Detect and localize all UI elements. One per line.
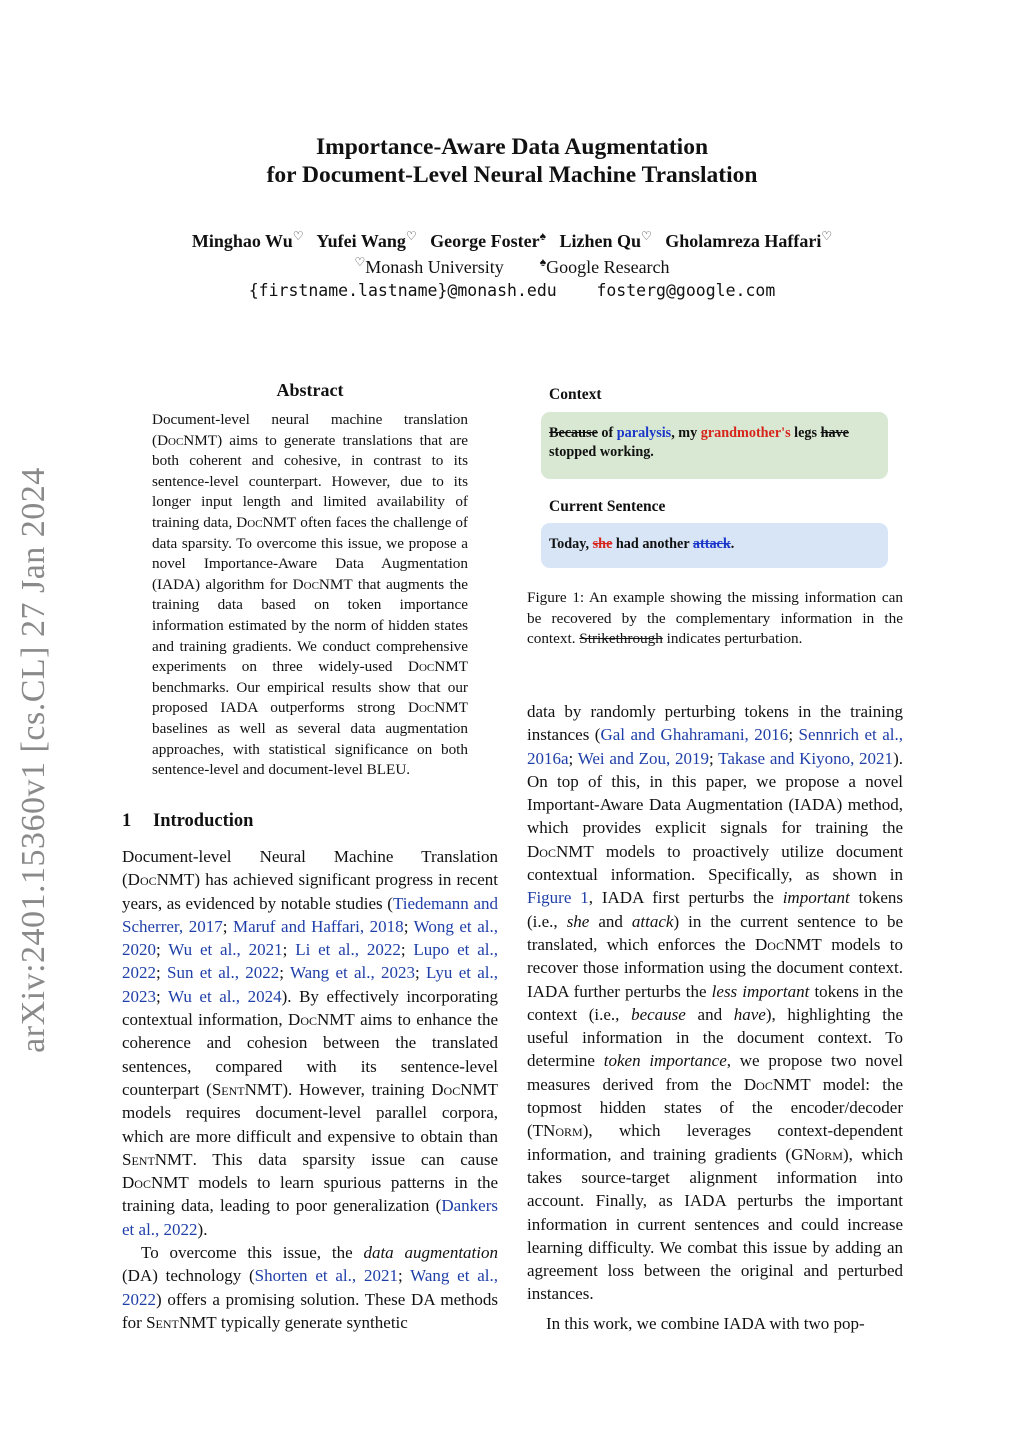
- affiliation-mark: ♠: [539, 255, 547, 269]
- body-text: , we propose two novel measures derived from the: [527, 1051, 904, 1094]
- intro-paragraph-1: Document-level Neural Machine Translation (DocNMT) has achieved significant progress in recent years, as evidenced by notable studies (Tiedemann and Scherrer, 2017; Maruf and Haffari, 2018; Wong et al., 2020; Wu et al., 2021; Li et al., 2022; Lupo et al., 2022; Sun et al., 2022; Wang et al., 2023; Lyu et al., 2023; Wu et al., 2024). By effectively incorporating contextual information, DocNMT aims to enhance the coherence and cohesion between the translated sentences, compared with its sentence-level counterpart (SentNMT). However, training DocNMT models requires document-level parallel corpora, which are more difficult and expensive to obtain than SentNMT. This data sparsity issue can cause DocNMT models to learn spurious patterns in the training data, leading to poor generalization (Dankers et al., 2022).: [122, 847, 498, 1239]
- abstract-text: Importance-Aware Data Augmentation (IADA) algorithm for: [152, 555, 468, 593]
- term-docnmt: DocNMT: [127, 870, 195, 890]
- term-docnmt: DocNMT: [122, 1173, 189, 1193]
- perturbed-token: have: [820, 425, 849, 441]
- emphasis: because: [631, 1004, 686, 1024]
- emphasis: important: [782, 888, 850, 908]
- body-text: ). By effectively incorporating contextual information,: [122, 986, 498, 1030]
- author-name: Yufei Wang: [316, 231, 406, 251]
- term-docnmt: DocNMT: [157, 431, 218, 449]
- author-name: Minghao Wu: [191, 231, 293, 251]
- paper-title: [0, 133, 1024, 189]
- perturbed-token-blue: attack: [692, 536, 731, 552]
- emphasis: token importance: [603, 1051, 727, 1071]
- citation-link[interactable]: Takase and Kiyono, 2021: [718, 748, 894, 768]
- citation-link[interactable]: Li et al., 2022: [295, 940, 401, 960]
- author-list: [0, 229, 1024, 252]
- figure-caption: [527, 588, 903, 650]
- term-docnmt: DocNMT: [527, 841, 594, 861]
- author-name: George Foster: [430, 231, 540, 251]
- author-name: Lizhen Qu: [559, 231, 641, 251]
- body-text: ) offers a promising solution. These DA methods for: [122, 1289, 498, 1332]
- author-mark: ♡: [405, 229, 417, 243]
- term-docnmt: DocNMT: [755, 934, 822, 954]
- affiliation-mark: ♡: [354, 255, 366, 269]
- abstract-text: often faces the challenge of data sparsity. To overcome this issue, we propose a novel: [152, 513, 468, 573]
- citation-link[interactable]: Lupo et al., 2022: [122, 940, 498, 983]
- citation-link[interactable]: Shorten et al., 2021: [254, 1266, 398, 1286]
- abstract-text: benchmarks. Our empirical results show that our proposed IADA outperforms strong: [152, 678, 468, 717]
- body-text: typically generate synthetic: [216, 1312, 408, 1332]
- right-paragraph-1: data by randomly perturbing tokens in the training instances (Gal and Ghahramani, 2016; Sennrich et al., 2016a; Wei and Zou, 2019; Takase and Kiyono, 2021). On top of this, in this paper, we propose a novel Important-Aware Data Augmentation (IADA) method, which provides explicit signals for training the DocNMT models to proactively utilize document contextual information. Specifically, as shown in Figure 1, IADA first perturbs the important tokens (i.e., she and attack) in the current sentence to be translated, which enforces the DocNMT models to recover those information using the document context. IADA further perturbs the less important tokens in the context (i.e., because and have), highlighting the useful information in the document context. To determine token importance, we propose two novel measures derived from the DocNMT model: the topmost hidden states of the encoder/decoder (TNorm), which leverages context-dependent information, and training gradients (GNorm), which takes source-target alignment information into account. Finally, as IADA perturbs the important information in current sentences and could increase learning difficulty. We combat this issue by adding an agreement loss between the original and perturbed instances.: [527, 702, 904, 1304]
- figure-current-box: [541, 523, 888, 568]
- term-docnmt: DocNMT: [288, 1010, 355, 1030]
- author-name: Gholamreza Haffari: [665, 231, 822, 251]
- caption-text: Figure 1: An example showing the missing information can be recovered by the complementary information in the context.: [527, 589, 903, 647]
- token: of: [597, 425, 617, 441]
- body-text: ). However, training: [282, 1079, 432, 1099]
- body-text: and: [685, 1004, 734, 1024]
- affiliation-name: Monash University: [365, 257, 504, 277]
- citation-link[interactable]: Wu et al., 2021: [168, 940, 283, 960]
- highlight-token-blue: paralysis: [616, 425, 672, 441]
- body-text: ) in the current sentence to be translated, which enforces the: [527, 911, 904, 954]
- section-title: Introduction: [153, 811, 254, 831]
- citation-link[interactable]: Wang et al., 2022: [122, 1266, 498, 1309]
- highlight-token-red: grandmother's: [700, 425, 791, 441]
- abstract-text: baselines as well as several data augmentation approaches, with statistical significance on both sentence-level and document-level BLEU.: [152, 719, 468, 779]
- arxiv-stamp: arXiv:2401.15360v1 [cs.CL] 27 Jan 2024: [15, 467, 52, 1053]
- citation-link[interactable]: Maruf and Haffari, 2018: [232, 916, 404, 936]
- affiliations: [0, 255, 1024, 278]
- abstract-heading: Abstract: [276, 380, 344, 400]
- citation-link[interactable]: Wei and Zou, 2019: [577, 748, 709, 768]
- body-text: models to recover those information using the document context. IADA further perturbs the: [527, 934, 903, 1001]
- body-text: Important-Aware Data Augmentation (IADA) method, which provides explicit signals for training the: [527, 795, 903, 838]
- citation-link[interactable]: Tiedemann and Scherrer, 2017: [122, 893, 498, 936]
- citation-link[interactable]: Wong et al., 2020: [122, 916, 498, 960]
- term-docnmt: DocNMT: [292, 575, 353, 593]
- email-line: [0, 281, 1024, 300]
- citation-link[interactable]: Wang et al., 2023: [289, 963, 415, 983]
- citation-link[interactable]: Lyu et al., 2023: [122, 963, 498, 1006]
- body-text: To overcome this issue, the: [141, 1243, 364, 1263]
- term-docnmt: DocNMT: [408, 699, 468, 717]
- caption-text: indicates perturbation.: [662, 630, 803, 647]
- token: had another: [612, 536, 693, 552]
- token: , my: [671, 425, 701, 441]
- body-text: and: [589, 911, 632, 931]
- emphasis: attack: [631, 911, 674, 931]
- emphasis: have: [733, 1004, 766, 1024]
- abstract-text: Document-level neural machine translation (: [152, 411, 468, 449]
- term-gnorm: GNorm: [791, 1144, 843, 1164]
- email-address[interactable]: {firstname.lastname}@monash.edu: [248, 281, 557, 300]
- body-text: data by randomly perturbing tokens in the training instances (: [527, 702, 903, 745]
- body-text: ).: [197, 1219, 208, 1239]
- body-text: ). On top of this, in this paper, we propose a novel: [527, 748, 903, 791]
- token: legs: [790, 425, 821, 441]
- token: stopped working.: [549, 444, 654, 460]
- body-text: models to learn spurious patterns in the training data, leading to poor generalization (: [122, 1173, 498, 1216]
- body-text: aims to enhance the coherence and cohesion between the translated sentences, compared with its sentence-level counterpart (: [122, 1010, 498, 1099]
- author-mark: ♡: [292, 229, 304, 243]
- body-text: model: the topmost hidden states of the encoder/decoder (: [527, 1074, 904, 1141]
- figure-reference-link[interactable]: Figure 1: [527, 888, 589, 908]
- body-text: ) has achieved significant progress in recent years, as evidenced by notable studies (: [122, 870, 498, 913]
- emphasis: less important: [711, 981, 810, 1001]
- title-line-2: for Document-Level Neural Machine Translation: [266, 162, 758, 188]
- term-sentnmt: SentNMT: [146, 1312, 217, 1332]
- abstract-text: that augments the training data based on token importance information estimated by the norm of hidden states and training gradients. We conduct comprehensive experiments on three widely-used: [152, 575, 468, 676]
- term-docnmt: DocNMT: [236, 513, 297, 531]
- emphasis: she: [566, 911, 590, 931]
- term-sentnmt: SentNMT: [211, 1079, 283, 1099]
- abstract-text: ) aims to generate translations that are both coherent and cohesive, in contrast to its sentence-level counterpart. However, due to its longer input length and limited availability of training data,: [152, 431, 468, 531]
- title-line-1: Importance-Aware Data Augmentation: [315, 134, 709, 160]
- citation-link[interactable]: Sennrich et al., 2016a: [527, 725, 903, 768]
- citation-link[interactable]: Gal and Ghahramani, 2016: [600, 725, 789, 745]
- abstract-body: [152, 410, 468, 781]
- affiliation-name: Google Research: [546, 257, 670, 277]
- right-column-body: [527, 700, 903, 1335]
- body-text: ), which leverages context-dependent information, and training gradients (: [527, 1121, 903, 1164]
- term-docnmt: DocNMT: [408, 658, 468, 676]
- figure-context-label: Context: [549, 386, 602, 403]
- body-text: . This data sparsity issue can cause: [192, 1149, 498, 1169]
- term-sentnmt: SentNMT: [122, 1149, 193, 1169]
- term-docnmt: DocNMT: [431, 1079, 498, 1099]
- intro-paragraph-2: To overcome this issue, the data augmentation (DA) technology (Shorten et al., 2021; Wang et al., 2022) offers a promising solution. These DA methods for SentNMT typically generate synthetic: [122, 1243, 498, 1332]
- body-text: models to proactively utilize document contextual information. Specifically, as shown in: [527, 841, 903, 885]
- author-mark: ♡: [821, 229, 833, 243]
- body-text: models requires document-level parallel corpora, which are more difficult and expensive to obtain than: [122, 1103, 498, 1146]
- body-text: tokens in the context (i.e.,: [527, 981, 904, 1024]
- section-heading-introduction: [122, 811, 253, 832]
- perturbed-token: Because: [549, 425, 598, 441]
- body-text: (DA) technology (: [122, 1266, 255, 1286]
- introduction-body: [122, 845, 498, 1334]
- citation-link[interactable]: Dankers et al., 2022: [122, 1196, 498, 1239]
- author-mark: ♠: [539, 229, 546, 243]
- citation-link[interactable]: Wu et al., 2024: [167, 986, 282, 1006]
- section-number: 1: [122, 811, 132, 831]
- body-text: ), which takes source-target alignment information into account. Finally, as IADA perturbs the important information in current sentences and could increase learning difficulty. We combat this issue by adding an agreement loss between the original and perturbed instances.: [527, 1144, 903, 1304]
- term-tnorm: TNorm: [532, 1121, 583, 1141]
- citation-link[interactable]: Sun et al., 2022: [166, 963, 280, 983]
- caption-strike-word: Strikethrough: [579, 630, 663, 647]
- token: Today,: [549, 536, 593, 552]
- perturbed-token-red: she: [592, 536, 613, 552]
- emphasis: data augmentation: [363, 1243, 498, 1263]
- figure-context-box: [541, 412, 888, 479]
- body-text: tokens (i.e.,: [527, 888, 904, 931]
- term-docnmt: DocNMT: [743, 1074, 811, 1094]
- body-text: Document-level Neural Machine Translation (: [122, 847, 498, 890]
- right-paragraph-2: In this work, we combine IADA with two pop-: [546, 1313, 865, 1333]
- author-mark: ♡: [640, 229, 652, 243]
- body-text: , IADA first perturbs the: [588, 888, 783, 908]
- email-address[interactable]: fosterg@google.com: [596, 281, 776, 300]
- body-text: ), highlighting the useful information in the document context. To determine: [527, 1004, 903, 1071]
- token: .: [730, 536, 735, 552]
- figure-current-label: Current Sentence: [549, 498, 666, 515]
